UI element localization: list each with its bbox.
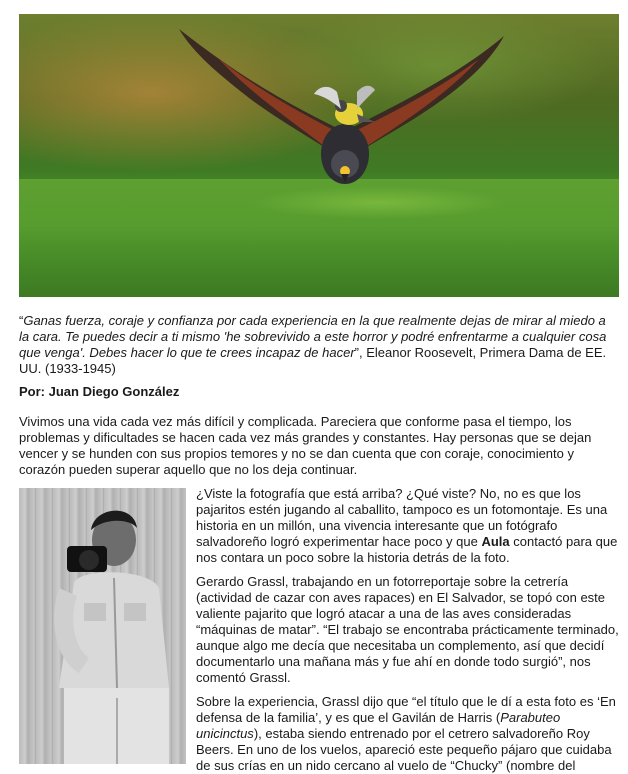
hawk-bird-icon xyxy=(19,14,619,297)
intro-paragraph: Vivimos una vida cada vez más difícil y complicada. Pareciera que conforme pasa el tiempo, los problemas y dificultades se hacen cada vez más grandes y constantes. Hay personas que se dejan vencer y se hunden con sus propios temores y no se dan cuenta que con coraje, conocimiento y corazón pueden superar aquello que no los deja continuar. xyxy=(19,414,592,477)
species-name: Parabuteo unicinctus xyxy=(196,710,561,741)
experience-paragraph xyxy=(196,694,619,774)
photographer-figure-icon xyxy=(19,488,186,764)
quote-attribution: , Eleanor Roosevelt, Primera Dama de EE. UU. (1933-1945) xyxy=(19,345,607,376)
para2-text-after: contactó para que nos contara un poco sobre la historia detrás de la foto. xyxy=(196,534,618,565)
quote-open-mark: “ xyxy=(19,313,24,328)
photographer-portrait xyxy=(19,488,186,764)
epigraph-quote xyxy=(19,313,617,377)
hawk-photo xyxy=(19,14,619,297)
grassl-paragraph: Gerardo Grassl, trabajando en un fotorreportaje sobre la cetrería (actividad de cazar con aves rapaces) en El Salvador, se topó con este valiente pajarito que logró atacar a una de las aves consideradas “máquinas de matar”. “El trabajo se encontraba prácticamente terminado, aunque algo me decía que necesitaba un complemento, así que decidí documentarlo una mañana más y fue ahí en donde todo surgió”, nos comentó Grassl. xyxy=(196,574,619,685)
quote-italic-text: Ganas fuerza, coraje y confianza por cada experiencia en la que realmente dejas de mirar al miedo a la cara. Te puedes decir a ti mismo 'he sobrevivido a este horror y podré enfrentarme a cualquier cosa que venga'. Debes hacer lo que te crees incapaz de hacer xyxy=(19,313,607,360)
photo-question-paragraph xyxy=(196,486,619,566)
para4-text-after: ), estaba siendo entrenado por el cetrero salvadoreño Roy Beers. En uno de los vuelos, apareció este pequeño pájaro que cuidaba de sus crías en un nido cercano al vuelo de “Chucky” (nombre del xyxy=(196,726,612,773)
para2-text-before: ¿Viste la fotografía que está arriba? ¿Qué viste? No, no es que los pajaritos estén jugando al caballito, tampoco es un fotomontaje. Es una historia en un millón, una vivencia interesante que un fotógrafo salvadoreño logró experimentar hace poco y que xyxy=(196,486,608,549)
quote-close-mark: ” xyxy=(354,345,359,360)
author-byline: Por: Juan Diego González xyxy=(19,384,180,399)
para4-text-before: Sobre la experiencia, Grassl dijo que “el título que le dí a esta foto es ‘En defensa de la familia’, y es que el Gavilán de Harris ( xyxy=(196,694,616,725)
aula-brand-text: Aula xyxy=(481,534,510,549)
